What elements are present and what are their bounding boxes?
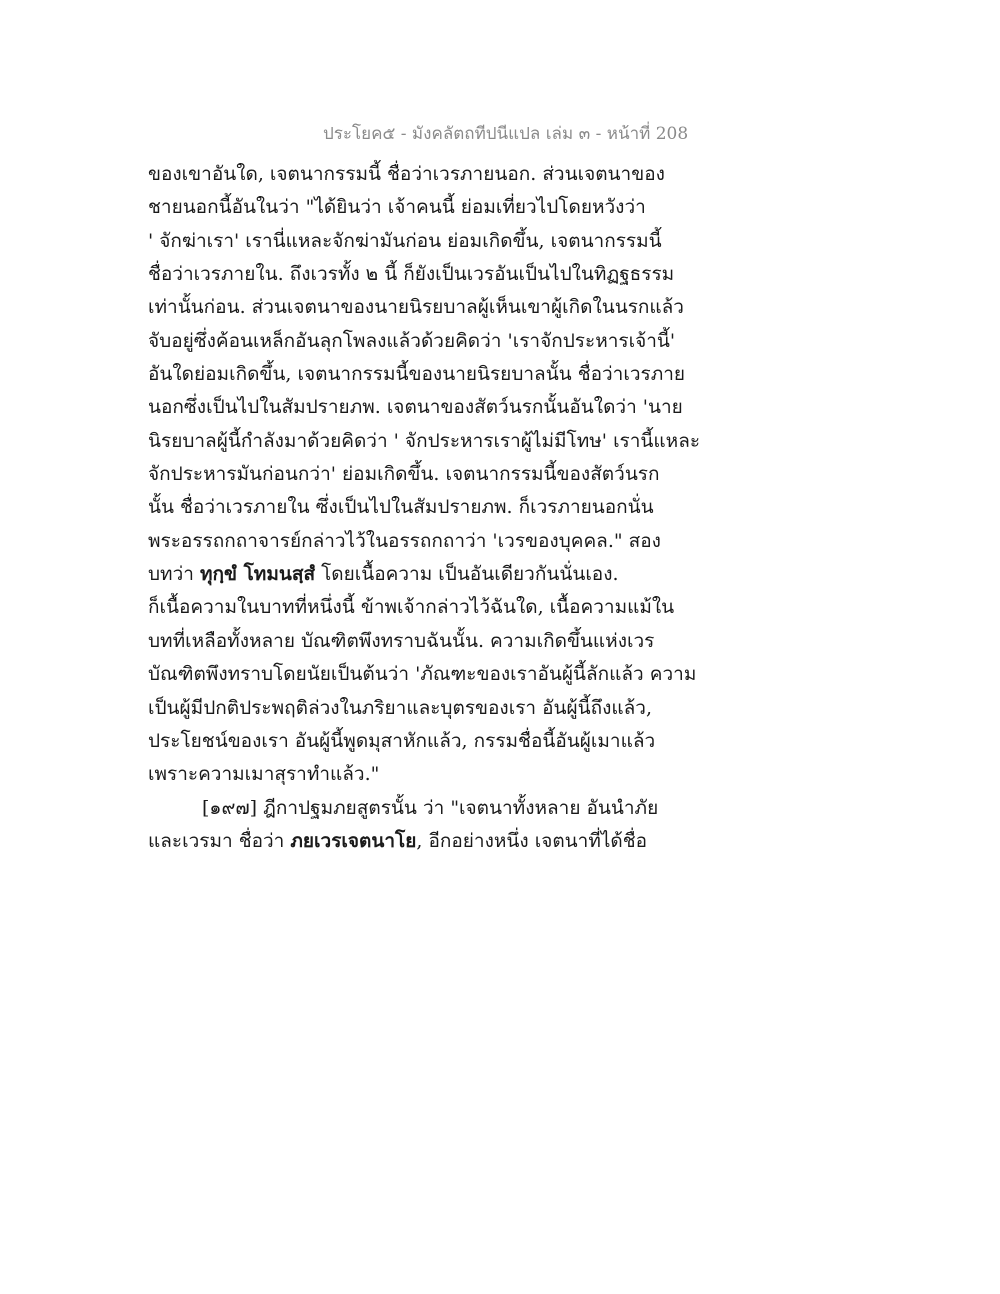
text-line-2: ชายนอกนี้อันในว่า "ได้ยินว่า เจ้าคนนี้ ย่อมเที่ยวไปโดยหวังว่า <box>148 196 646 219</box>
text-line-1: ของเขาอันใด, เจตนากรรมนี้ ชื่อว่าเวรภายนอก. ส่วนเจตนาของ <box>148 163 665 185</box>
text-line-21: และเวรมา ชื่อว่า ภยเวรเจตนาโย, อีกอย่างหนึ่ง เจตนาที่ได้ชื่อ <box>148 829 648 852</box>
text-line-12: พระอรรถกถาจารย์กล่าวไว้ในอรรถกถาว่า 'เวรของบุคคล." สอง <box>148 529 661 552</box>
text-line-16: บัณฑิตพึงทราบโดยนัยเป็นต้นว่า 'ภัณฑะของเราอันผู้นี้ลักแล้ว ความ <box>148 663 697 686</box>
text-line-10: จักประหารมันก่อนกว่า' ย่อมเกิดขึ้น. เจตนากรรมนี้ของสัตว์นรก <box>148 463 660 486</box>
text-line-20-paragraph-start: [๑๙๗] ฎีกาปฐมภยสูตรนั้น ว่า "เจตนาทั้งหลาย อันนำภัย <box>202 796 659 819</box>
pali-term-bold: ทุกฺขํ โทมนสฺสํ <box>199 563 316 586</box>
text-line-5: เท่านั้นก่อน. ส่วนเจตนาของนายนิรยบาลผู้เห็นเขาผู้เกิดในนรกแล้ว <box>148 296 684 319</box>
text-line-9: นิรยบาลผู้นี้กำลังมาด้วยคิดว่า ' จักประหารเราผู้ไม่มีโทษ' เรานี้แหละ <box>148 429 701 452</box>
text-line-7: อันใดย่อมเกิดขึ้น, เจตนากรรมนี้ของนายนิรยบาลนั้น ชื่อว่าเวรภาย <box>148 363 686 386</box>
page-body <box>148 158 708 858</box>
text-line-11: นั้น ชื่อว่าเวรภายใน ซึ่งเป็นไปในสัมปรายภพ. ก็เวรภายนอกนั่น <box>148 496 654 519</box>
text-line-14: ก็เนื้อความในบาทที่หนึ่งนี้ ข้าพเจ้ากล่าวไว้ฉันใด, เนื้อความแม้ใน <box>148 596 675 619</box>
text-line-4: ชื่อว่าเวรภายใน. ถึงเวรทั้ง ๒ นี้ ก็ยังเป็นเวรอันเป็นไปในทิฏฐธรรม <box>148 263 675 286</box>
text-line-6: จับอยู่ซึ่งค้อนเหล็กอันลุกโพลงแล้วด้วยคิดว่า 'เราจักประหารเจ้านี้' <box>148 329 676 352</box>
text-line-8: นอกซึ่งเป็นไปในสัมปรายภพ. เจตนาของสัตว์นรกนั้นอันใดว่า 'นาย <box>148 396 683 419</box>
text-line-15: บทที่เหลือทั้งหลาย บัณฑิตพึงทราบฉันนั้น. ความเกิดขึ้นแห่งเวร <box>148 629 655 652</box>
text-line-19: เพราะความเมาสุราทำแล้ว." <box>148 763 380 786</box>
text-line-3: ' จักฆ่าเรา' เรานี่แหละจักฆ่ามันก่อน ย่อมเกิดขึ้น, เจตนากรรมนี้ <box>148 229 662 252</box>
pali-term-bold: ภยเวรเจตนาโย <box>290 829 417 852</box>
text-line-18: ประโยชน์ของเรา อันผู้นี้พูดมุสาหักแล้ว, กรรมชื่อนี้อันผู้เมาแล้ว <box>148 729 656 752</box>
running-header: ประโยค๕ - มังคลัตถทีปนีแปล เล่ม ๓ - หน้าที่ 208 <box>323 124 689 144</box>
text-line-13: บทว่า ทุกฺขํ โทมนสฺสํ โดยเนื้อความ เป็นอันเดียวกันนั่นเอง. <box>148 563 619 586</box>
text-line-17: เป็นผู้มีปกติประพฤติล่วงในภริยาและบุตรของเรา อันผู้นี้ถึงแล้ว, <box>148 696 653 719</box>
